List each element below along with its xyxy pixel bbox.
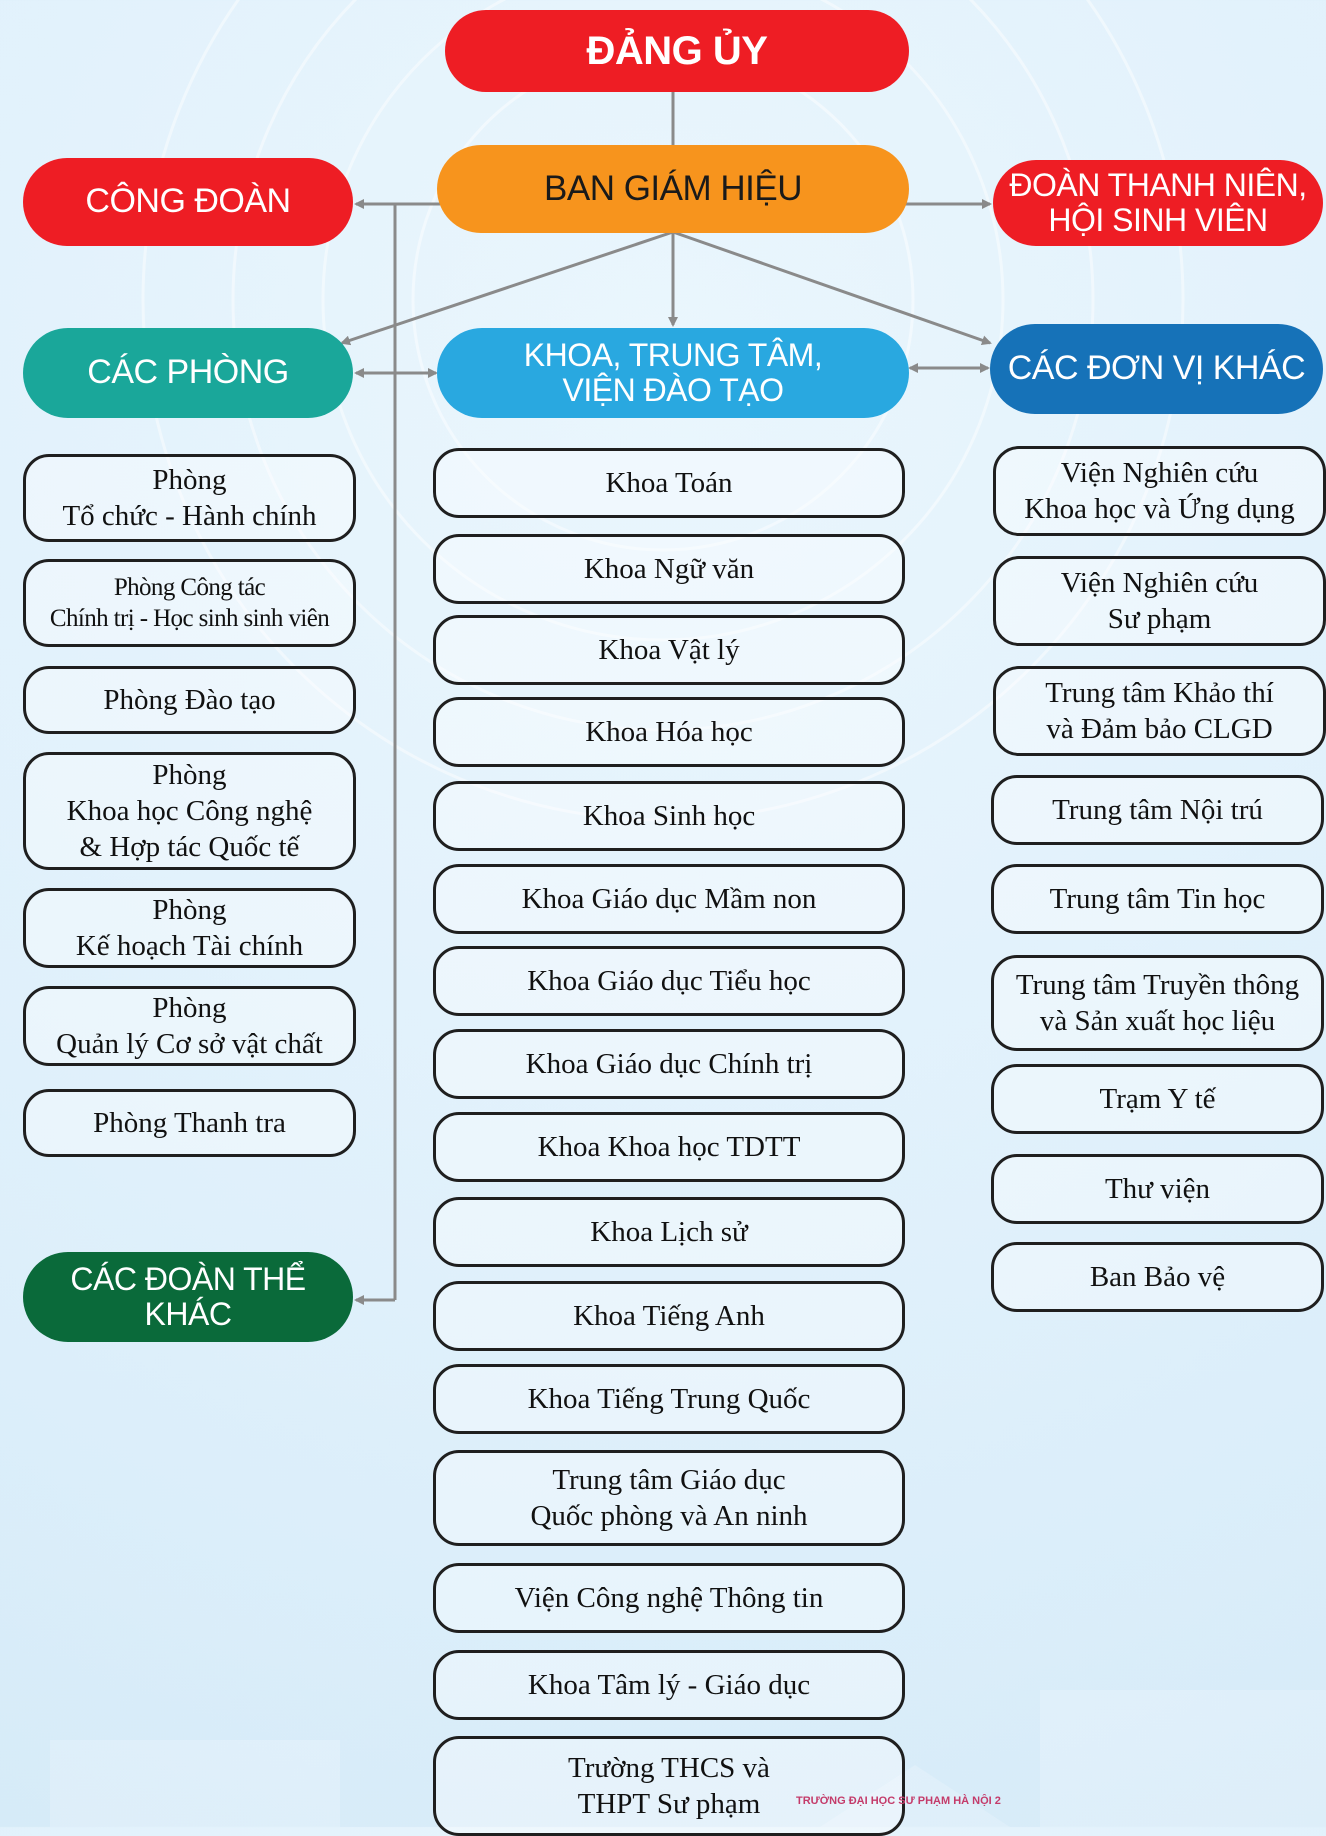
don-vi-item: Ban Bảo vệ [991, 1242, 1324, 1312]
phong-item: Phòng Thanh tra [23, 1089, 356, 1157]
cac-doan-the-khac-header: CÁC ĐOÀN THỂ KHÁC [23, 1252, 353, 1342]
dang-uy-box: ĐẢNG ỦY [445, 10, 909, 92]
phong-item: Phòng Công tác Chính trị - Học sinh sinh viên [23, 559, 356, 647]
connector-bgh-donvikhac [673, 232, 990, 343]
khoa-item: Viện Công nghệ Thông tin [433, 1563, 905, 1633]
khoa-item: Khoa Sinh học [433, 781, 905, 851]
watermark-text: TRƯỜNG ĐẠI HỌC SƯ PHẠM HÀ NỘI 2 [796, 1795, 1001, 1807]
phong-item: Phòng Kế hoạch Tài chính [23, 888, 356, 968]
khoa-item: Khoa Tiếng Trung Quốc [433, 1364, 905, 1434]
doan-thanh-nien-box: ĐOÀN THANH NIÊN, HỘI SINH VIÊN [993, 160, 1323, 246]
don-vi-item: Viện Nghiên cứu Sư phạm [993, 556, 1326, 646]
khoa-item: Khoa Tâm lý - Giáo dục [433, 1650, 905, 1720]
cong-doan-box: CÔNG ĐOÀN [23, 158, 353, 246]
don-vi-item: Trung tâm Tin học [991, 864, 1324, 934]
khoa-item: Khoa Ngữ văn [433, 534, 905, 604]
phong-item: Phòng Tổ chức - Hành chính [23, 454, 356, 542]
cac-don-vi-khac-header: CÁC ĐƠN VỊ KHÁC [990, 324, 1323, 414]
phong-item: Phòng Đào tạo [23, 666, 356, 734]
khoa-item: Khoa Giáo dục Tiểu học [433, 946, 905, 1016]
connector-bgh-cacphong [342, 232, 673, 343]
don-vi-item: Trung tâm Khảo thí và Đảm bảo CLGD [993, 666, 1326, 756]
don-vi-item: Trung tâm Nội trú [991, 775, 1324, 845]
don-vi-item: Thư viện [991, 1154, 1324, 1224]
phong-item: Phòng Quản lý Cơ sở vật chất [23, 986, 356, 1066]
khoa-item: Trường THCS và THPT Sư phạm [433, 1736, 905, 1836]
khoa-item: Khoa Toán [433, 448, 905, 518]
khoa-item: Khoa Khoa học TDTT [433, 1112, 905, 1182]
don-vi-item: Trạm Y tế [991, 1064, 1324, 1134]
khoa-header: KHOA, TRUNG TÂM, VIỆN ĐÀO TẠO [437, 328, 909, 418]
khoa-item: Trung tâm Giáo dục Quốc phòng và An ninh [433, 1450, 905, 1546]
don-vi-item: Trung tâm Truyền thông và Sản xuất học liệu [991, 955, 1324, 1051]
khoa-item: Khoa Vật lý [433, 615, 905, 685]
don-vi-item: Viện Nghiên cứu Khoa học và Ứng dụng [993, 446, 1326, 536]
ban-giam-hieu-box: BAN GIÁM HIỆU [437, 145, 909, 233]
khoa-item: Khoa Giáo dục Chính trị [433, 1029, 905, 1099]
phong-item: Phòng Khoa học Công nghệ & Hợp tác Quốc tế [23, 752, 356, 870]
khoa-item: Khoa Lịch sử [433, 1197, 905, 1267]
cac-phong-header: CÁC PHÒNG [23, 328, 353, 418]
khoa-item: Khoa Hóa học [433, 697, 905, 767]
khoa-item: Khoa Giáo dục Mầm non [433, 864, 905, 934]
khoa-item: Khoa Tiếng Anh [433, 1281, 905, 1351]
